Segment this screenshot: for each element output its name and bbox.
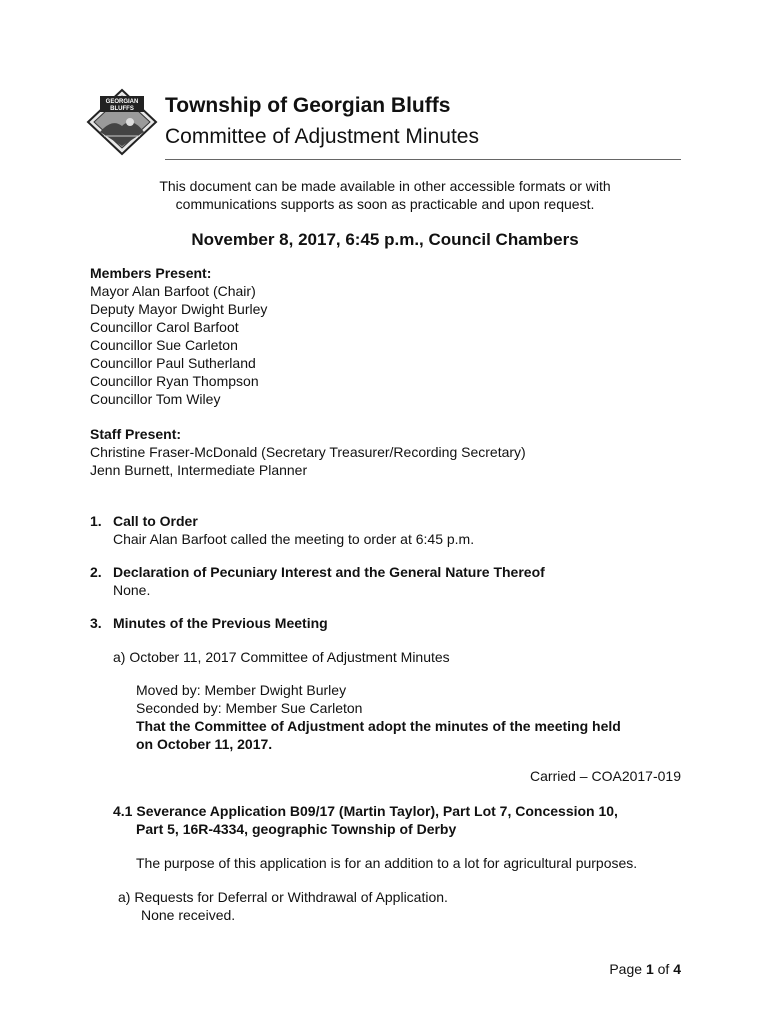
header-divider [165, 159, 681, 160]
member-item: Councillor Tom Wiley [90, 391, 221, 407]
meeting-date: November 8, 2017, 6:45 p.m., Council Chambers [191, 230, 579, 249]
seconded-by: Seconded by: Member Sue Carleton [136, 700, 363, 716]
township-title: Township of Georgian Bluffs [165, 94, 451, 117]
item-3-sub-a: a) October 11, 2017 Committee of Adjustment Minutes [113, 649, 450, 665]
item-1-title: Call to Order [113, 513, 198, 529]
township-logo [86, 88, 158, 156]
item-2-text: None. [113, 582, 151, 598]
item-4-1-sub-a [118, 888, 448, 924]
item-1-number: 1. [90, 513, 102, 529]
staff-item: Christine Fraser-McDonald (Secretary Treasurer/Recording Secretary) [90, 444, 526, 460]
staff-present [90, 425, 526, 479]
member-item: Councillor Carol Barfoot [90, 319, 239, 335]
member-item: Councillor Sue Carleton [90, 337, 238, 353]
item-4-1-number: 4.1 [113, 803, 133, 819]
item-4-1-purpose: The purpose of this application is for an addition to a lot for agricultural purposes. [136, 855, 638, 871]
staff-item: Jenn Burnett, Intermediate Planner [90, 462, 308, 478]
svg-text:BLUFFS: BLUFFS [110, 106, 134, 112]
item-1-text: Chair Alan Barfoot called the meeting to order at 6:45 p.m. [113, 531, 475, 547]
motion-line2: on October 11, 2017. [136, 736, 273, 752]
accessibility-note [90, 177, 680, 213]
page-number [609, 961, 681, 977]
accessibility-note-line1: This document can be made available in other accessible formats or with [159, 178, 611, 194]
item-4-1-sub-a-text: None received. [141, 907, 236, 923]
member-item: Mayor Alan Barfoot (Chair) [90, 283, 256, 299]
svg-text:GEORGIAN: GEORGIAN [105, 99, 139, 105]
motion-line1: That the Committee of Adjustment adopt the minutes of the meeting held [136, 718, 621, 734]
members-present [90, 264, 267, 408]
item-2-number: 2. [90, 564, 102, 580]
item-2-title: Declaration of Pecuniary Interest and the General Nature Thereof [113, 564, 545, 580]
item-4-1-title-line2: Part 5, 16R-4334, geographic Township of Derby [136, 821, 457, 837]
members-heading: Members Present: [90, 265, 212, 281]
page-total: 4 [673, 961, 681, 977]
document-subtitle: Committee of Adjustment Minutes [165, 125, 479, 148]
item-4-1-sub-a-title: a) Requests for Deferral or Withdrawal of Application. [118, 889, 448, 905]
member-item: Councillor Ryan Thompson [90, 373, 259, 389]
item-3-heading [90, 614, 328, 632]
item-2-heading [90, 563, 545, 581]
item-4-1-title-line1: Severance Application B09/17 (Martin Taylor), Part Lot 7, Concession 10, [136, 803, 618, 819]
item-3-title: Minutes of the Previous Meeting [113, 615, 328, 631]
member-item: Councillor Paul Sutherland [90, 355, 256, 371]
staff-heading: Staff Present: [90, 426, 182, 442]
page-word: Page [609, 961, 643, 977]
page-of-word: of [657, 961, 670, 977]
carried-resolution: Carried – COA2017-019 [530, 768, 681, 784]
member-item: Deputy Mayor Dwight Burley [90, 301, 268, 317]
item-1-heading [90, 512, 198, 530]
page-current: 1 [645, 961, 654, 977]
item-4-1-heading [113, 802, 618, 820]
item-3-number: 3. [90, 615, 102, 631]
accessibility-note-line2: communications supports as soon as practicable and upon request. [175, 196, 595, 212]
moved-by: Moved by: Member Dwight Burley [136, 682, 347, 698]
